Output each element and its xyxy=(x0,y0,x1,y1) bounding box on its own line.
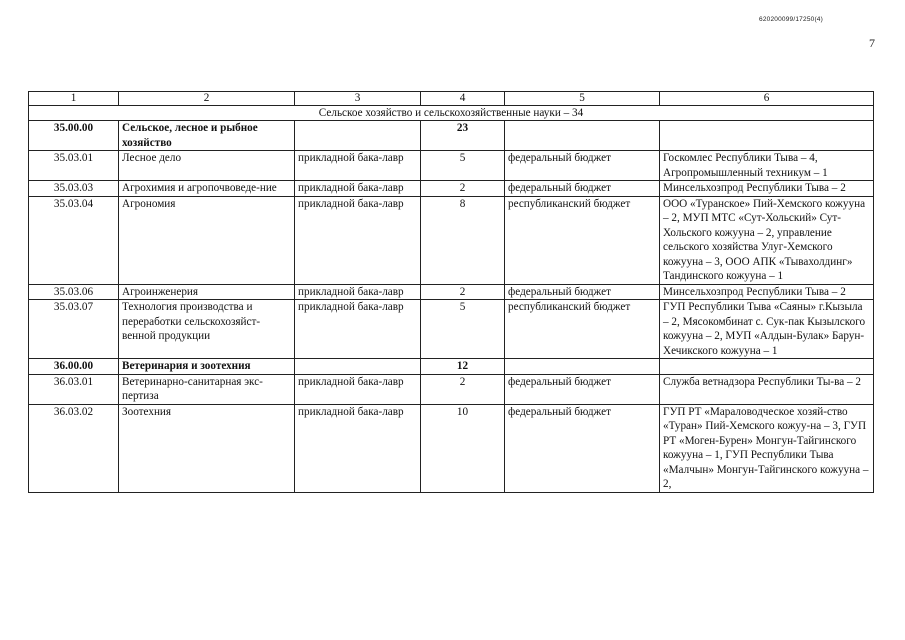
specialty-code: 35.03.04 xyxy=(29,196,119,284)
section-title-row xyxy=(29,106,874,121)
places-count: 10 xyxy=(421,404,505,492)
employers: Госкомлес Республики Тыва – 4, Агропромышленный техникум – 1 xyxy=(660,151,874,181)
funding-source: федеральный бюджет xyxy=(505,181,660,197)
funding-source: федеральный бюджет xyxy=(505,374,660,404)
table-row xyxy=(29,300,874,359)
employers xyxy=(660,121,874,151)
specialties-table xyxy=(28,91,874,493)
qualification-level: прикладной бака-лавр xyxy=(295,151,421,181)
table-row xyxy=(29,284,874,300)
specialty-code: 35.03.07 xyxy=(29,300,119,359)
specialty-name: Зоотехния xyxy=(119,404,295,492)
funding-source: федеральный бюджет xyxy=(505,151,660,181)
employers: ГУП РТ «Мараловодческое хозяй-ство «Туран» Пий-Хемского кожуу-на – 3, ГУП РТ «Моген-Бурен» Монгун-Тайгинского кожууна – 1, ГУП Республики Тыва «Малчын» Монгун-Тайгинского кожууна – 2, xyxy=(660,404,874,492)
employers: Служба ветнадзора Республики Ты-ва – 2 xyxy=(660,374,874,404)
places-count: 5 xyxy=(421,300,505,359)
group-row xyxy=(29,359,874,375)
section-title: Сельское хозяйство и сельскохозяйственные науки – 34 xyxy=(29,106,874,121)
places-count: 2 xyxy=(421,181,505,197)
funding-source: республиканский бюджет xyxy=(505,300,660,359)
specialty-name: Сельское, лесное и рыбное хозяйство xyxy=(119,121,295,151)
qualification-level xyxy=(295,359,421,375)
page-number: 7 xyxy=(869,36,875,50)
specialty-name: Агрохимия и агропочвоведе-ние xyxy=(119,181,295,197)
qualification-level: прикладной бака-лавр xyxy=(295,374,421,404)
column-number: 1 xyxy=(29,92,119,106)
column-number-row xyxy=(29,92,874,106)
specialty-code: 36.03.02 xyxy=(29,404,119,492)
specialty-code: 36.03.01 xyxy=(29,374,119,404)
places-count: 23 xyxy=(421,121,505,151)
table-row xyxy=(29,151,874,181)
employers: Минсельхозпрод Республики Тыва – 2 xyxy=(660,181,874,197)
specialty-name: Ветеринарно-санитарная экс-пертиза xyxy=(119,374,295,404)
specialty-name: Ветеринария и зоотехния xyxy=(119,359,295,375)
column-number: 2 xyxy=(119,92,295,106)
places-count: 8 xyxy=(421,196,505,284)
column-number: 3 xyxy=(295,92,421,106)
table-row xyxy=(29,404,874,492)
specialty-name: Агроинженерия xyxy=(119,284,295,300)
funding-source: федеральный бюджет xyxy=(505,284,660,300)
column-number: 4 xyxy=(421,92,505,106)
qualification-level: прикладной бака-лавр xyxy=(295,284,421,300)
places-count: 5 xyxy=(421,151,505,181)
funding-source xyxy=(505,359,660,375)
funding-source xyxy=(505,121,660,151)
funding-source: республиканский бюджет xyxy=(505,196,660,284)
table-row xyxy=(29,196,874,284)
column-number: 5 xyxy=(505,92,660,106)
specialty-name: Агрономия xyxy=(119,196,295,284)
places-count: 2 xyxy=(421,374,505,404)
qualification-level: прикладной бака-лавр xyxy=(295,196,421,284)
employers: Минсельхозпрод Республики Тыва – 2 xyxy=(660,284,874,300)
qualification-level: прикладной бака-лавр xyxy=(295,404,421,492)
employers: ГУП Республики Тыва «Саяны» г.Кызыла – 2, Мясокомбинат с. Сук-пак Кызылского кожууна – 2, МУП «Алдын-Булак» Барун-Хечикского кожууна – 1 xyxy=(660,300,874,359)
places-count: 12 xyxy=(421,359,505,375)
employers: ООО «Туранское» Пий-Хемского кожууна – 2, МУП МТС «Сут-Хольский» Сут-Хольского кожууна – 2, управление сельского хозяйства Улуг-Хемского кожууна – 3, ООО АПК «Тывахолдинг» Тандинского кожууна – 1 xyxy=(660,196,874,284)
employers xyxy=(660,359,874,375)
qualification-level xyxy=(295,121,421,151)
column-number: 6 xyxy=(660,92,874,106)
specialty-code: 35.03.01 xyxy=(29,151,119,181)
specialty-code: 35.03.03 xyxy=(29,181,119,197)
table-row xyxy=(29,374,874,404)
table-row xyxy=(29,181,874,197)
qualification-level: прикладной бака-лавр xyxy=(295,181,421,197)
specialty-name: Лесное дело xyxy=(119,151,295,181)
places-count: 2 xyxy=(421,284,505,300)
document-id: 620200099/17250(4) xyxy=(759,16,823,23)
funding-source: федеральный бюджет xyxy=(505,404,660,492)
specialty-name: Технология производства и переработки сельскохозяйст-венной продукции xyxy=(119,300,295,359)
qualification-level: прикладной бака-лавр xyxy=(295,300,421,359)
group-row xyxy=(29,121,874,151)
specialty-code: 35.00.00 xyxy=(29,121,119,151)
specialty-code: 36.00.00 xyxy=(29,359,119,375)
specialty-code: 35.03.06 xyxy=(29,284,119,300)
